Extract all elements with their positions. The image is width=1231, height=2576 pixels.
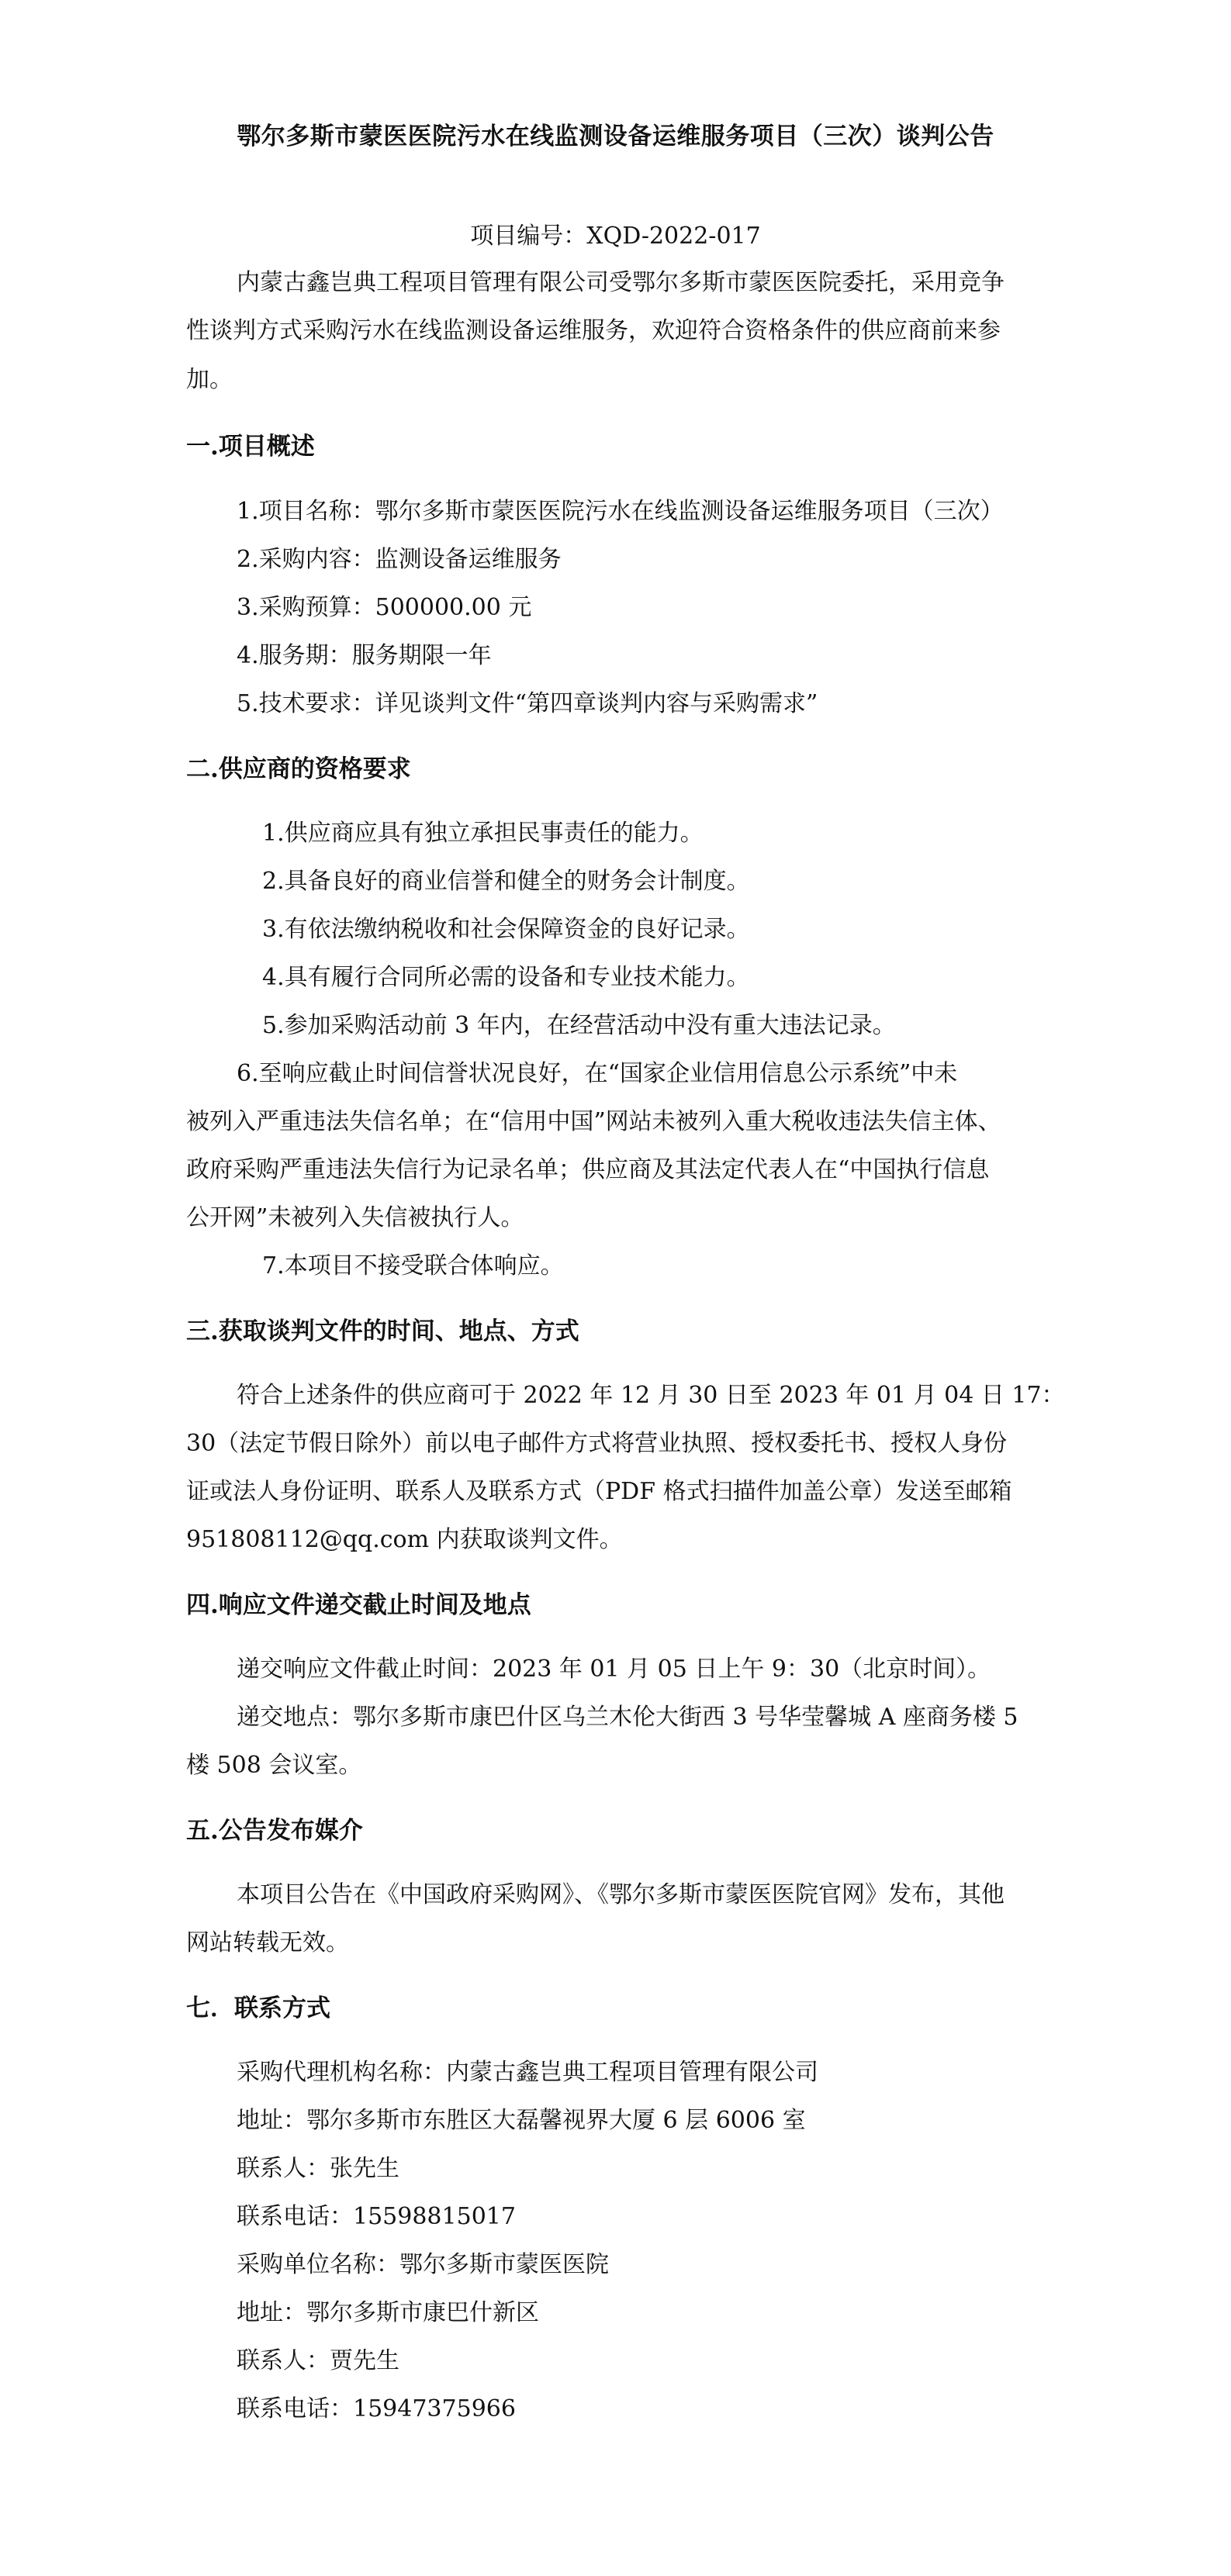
submission-place: 楼 508 会议室。 bbox=[186, 1752, 362, 1779]
intro-line: 内蒙古鑫岂典工程项目管理有限公司受鄂尔多斯市蒙医医院委托，采用竞争 bbox=[237, 269, 1005, 296]
obtain-documents-line: 30（法定节假日除外）前以电子邮件方式将营业执照、授权委托书、授权人身份 bbox=[186, 1430, 1008, 1457]
contact-line: 联系电话：15947375966 bbox=[237, 2395, 516, 2422]
contact-line: 采购代理机构名称：内蒙古鑫岂典工程项目管理有限公司 bbox=[237, 2059, 818, 2086]
qualification-item-6: 被列入严重违法失信名单；在“信用中国”网站未被列入重大税收违法失信主体、 bbox=[186, 1108, 1001, 1135]
overview-item: 1.项目名称：鄂尔多斯市蒙医医院污水在线监测设备运维服务项目（三次） bbox=[237, 498, 1004, 525]
qualification-item: 5.参加采购活动前 3 年内，在经营活动中没有重大违法记录。 bbox=[262, 1012, 896, 1039]
overview-item: 2.采购内容：监测设备运维服务 bbox=[237, 546, 562, 573]
contact-line: 地址：鄂尔多斯市东胜区大磊馨视界大厦 6 层 6006 室 bbox=[237, 2107, 806, 2134]
media-line: 网站转载无效。 bbox=[186, 1929, 349, 1956]
qualification-item-6: 政府采购严重违法失信行为记录名单；供应商及其法定代表人在“中国执行信息 bbox=[186, 1156, 990, 1183]
submission-place: 递交地点：鄂尔多斯市康巴什区乌兰木伦大街西 3 号华莹馨城 A 座商务楼 5 bbox=[237, 1704, 1018, 1731]
contact-line: 联系人：贾先生 bbox=[237, 2347, 399, 2374]
qualification-item-6: 6.至响应截止时间信誉状况良好，在“国家企业信用信息公示系统”中未 bbox=[237, 1060, 958, 1087]
section-heading-overview: 一.项目概述 bbox=[186, 433, 315, 461]
obtain-documents-line: 符合上述条件的供应商可于 2022 年 12 月 30 日至 2023 年 01 月 04 日 17： bbox=[237, 1382, 1065, 1409]
section-heading-submission: 四.响应文件递交截止时间及地点 bbox=[186, 1591, 531, 1619]
qualification-item: 2.具备良好的商业信誉和健全的财务会计制度。 bbox=[262, 868, 750, 895]
qualification-item: 4.具有履行合同所必需的设备和专业技术能力。 bbox=[262, 964, 750, 991]
qualification-item: 3.有依法缴纳税收和社会保障资金的良好记录。 bbox=[262, 916, 750, 943]
project-number: 项目编号：XQD-2022-017 bbox=[470, 223, 761, 250]
submission-deadline: 递交响应文件截止时间：2023 年 01 月 05 日上午 9：30（北京时间）。 bbox=[237, 1656, 991, 1683]
media-line: 本项目公告在《中国政府采购网》、《鄂尔多斯市蒙医医院官网》发布，其他 bbox=[237, 1881, 1005, 1908]
intro-line: 性谈判方式采购污水在线监测设备运维服务，欢迎符合资格条件的供应商前来参 bbox=[186, 317, 1001, 344]
intro-line: 加。 bbox=[186, 366, 233, 393]
section-heading-media: 五.公告发布媒介 bbox=[186, 1817, 363, 1845]
contact-line: 地址：鄂尔多斯市康巴什新区 bbox=[237, 2299, 539, 2326]
section-heading-contact: 七．联系方式 bbox=[186, 1994, 330, 2022]
contact-line: 联系人：张先生 bbox=[237, 2155, 399, 2182]
overview-item: 4.服务期：服务期限一年 bbox=[237, 642, 492, 669]
qualification-item: 1.供应商应具有独立承担民事责任的能力。 bbox=[262, 820, 704, 847]
qualification-item: 7.本项目不接受联合体响应。 bbox=[262, 1252, 564, 1279]
overview-item: 5.技术要求：详见谈判文件“第四章谈判内容与采购需求” bbox=[237, 690, 818, 717]
contact-line: 联系电话：15598815017 bbox=[237, 2203, 516, 2230]
section-heading-qualification: 二.供应商的资格要求 bbox=[186, 755, 411, 783]
overview-item: 3.采购预算：500000.00 元 bbox=[237, 594, 532, 621]
obtain-documents-line: 951808112@qq.com 内获取谈判文件。 bbox=[186, 1526, 623, 1553]
section-heading-obtain-documents: 三.获取谈判文件的时间、地点、方式 bbox=[186, 1317, 579, 1345]
obtain-documents-line: 证或法人身份证明、联系人及联系方式（PDF 格式扫描件加盖公章）发送至邮箱 bbox=[186, 1478, 1012, 1505]
contact-line: 采购单位名称：鄂尔多斯市蒙医医院 bbox=[237, 2251, 609, 2278]
qualification-item-6: 公开网”未被列入失信被执行人。 bbox=[186, 1204, 524, 1231]
document-title: 鄂尔多斯市蒙医医院污水在线监测设备运维服务项目（三次）谈判公告 bbox=[237, 123, 994, 150]
